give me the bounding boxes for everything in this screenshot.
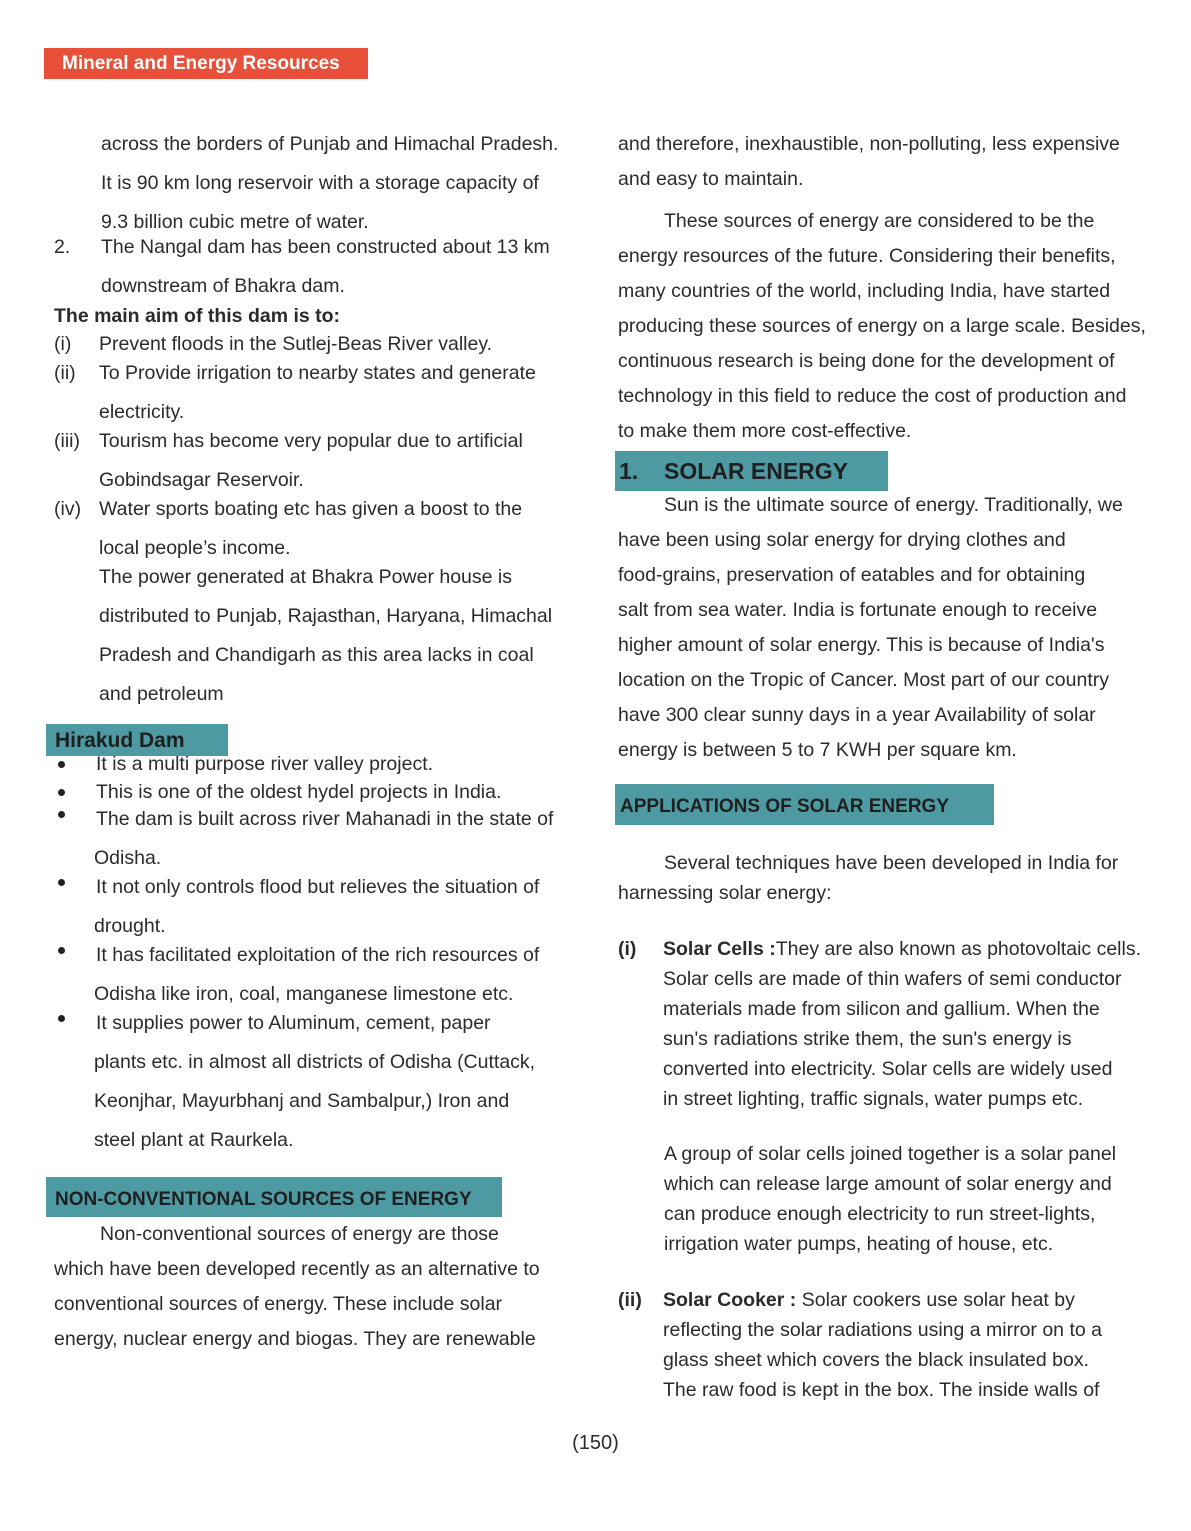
list-item bbox=[54, 800, 585, 878]
text-line: which can release large amount of solar energy and bbox=[664, 1173, 1112, 1195]
text-line: The Nangal dam has been constructed about 13 km bbox=[101, 236, 550, 258]
text-line: salt from sea water. India is fortunate enough to receive bbox=[618, 599, 1098, 621]
text-line: Sun is the ultimate source of energy. Traditionally, we bbox=[664, 494, 1123, 516]
text-line: across the borders of Punjab and Himachal Pradesh. bbox=[101, 133, 559, 155]
item-title: Solar Cooker : bbox=[663, 1289, 797, 1311]
chapter-tag: Mineral and Energy Resources bbox=[44, 48, 368, 79]
numbered-item-2 bbox=[54, 228, 585, 306]
text-line: This is one of the oldest hydel projects in India. bbox=[96, 781, 502, 803]
text-line: The dam is built across river Mahanadi in the state of bbox=[96, 808, 554, 830]
text-line bbox=[663, 1285, 1162, 1315]
text-line: steel plant at Raurkela. bbox=[94, 1129, 294, 1151]
text-line: which have been developed recently as an alternative to bbox=[54, 1258, 540, 1280]
text-line: plants etc. in almost all districts of Odisha (Cuttack, bbox=[94, 1051, 536, 1073]
text-line: Odisha. bbox=[94, 847, 162, 869]
list-item bbox=[54, 422, 585, 500]
text-line: local people’s income. bbox=[99, 537, 291, 559]
text-line: producing these sources of energy on a large scale. Besides, bbox=[618, 315, 1146, 337]
text-line: materials made from silicon and gallium. When the bbox=[663, 998, 1100, 1020]
item-number: (iv) bbox=[54, 498, 82, 520]
text-line: Pradesh and Chandigarh as this area lacks in coal bbox=[99, 644, 534, 666]
bullet-icon bbox=[54, 1004, 96, 1160]
non-conventional-heading: NON-CONVENTIONAL SOURCES OF ENERGY bbox=[46, 1177, 502, 1217]
text-line: conventional sources of energy. These include solar bbox=[54, 1293, 503, 1315]
text-line: A group of solar cells joined together is a solar panel bbox=[664, 1143, 1117, 1165]
text-line: glass sheet which covers the black insulated box. bbox=[663, 1349, 1089, 1371]
heading-number: 1. bbox=[619, 458, 639, 484]
text-line: sun's radiations strike them, the sun's energy is bbox=[663, 1028, 1072, 1050]
item-number: (i) bbox=[54, 333, 72, 355]
page-number: (150) bbox=[572, 1432, 619, 1454]
aims-list bbox=[54, 325, 585, 568]
text-line: in street lighting, traffic signals, water pumps etc. bbox=[663, 1088, 1084, 1110]
text-line: Non-conventional sources of energy are those bbox=[100, 1223, 499, 1245]
techniques-paragraph bbox=[618, 848, 1162, 908]
text-line: have 300 clear sunny days in a year Availability of solar bbox=[618, 704, 1096, 726]
power-paragraph bbox=[54, 558, 585, 714]
item-number: (ii) bbox=[54, 362, 76, 384]
text-line: The raw food is kept in the box. The inside walls of bbox=[663, 1379, 1100, 1401]
applications-heading: APPLICATIONS OF SOLAR ENERGY bbox=[615, 784, 994, 825]
text-line: continuous research is being done for the development of bbox=[618, 350, 1115, 372]
text-line: energy resources of the future. Considering their benefits, bbox=[618, 245, 1116, 267]
text-line: These sources of energy are considered to be the bbox=[664, 210, 1095, 232]
text-line: It is 90 km long reservoir with a storage capacity of bbox=[101, 172, 539, 194]
heading-text: SOLAR ENERGY bbox=[664, 458, 849, 484]
text-line: Gobindsagar Reservoir. bbox=[99, 469, 304, 491]
text-line: It is a multi purpose river valley project. bbox=[96, 753, 434, 775]
list-item bbox=[54, 868, 585, 946]
text-line: harnessing solar energy: bbox=[618, 882, 832, 904]
future-paragraph bbox=[618, 204, 1162, 449]
text-line: can produce enough electricity to run street-lights, bbox=[664, 1203, 1096, 1225]
text-line: The power generated at Bhakra Power house is bbox=[99, 566, 512, 588]
list-item bbox=[54, 750, 585, 778]
bullet-icon bbox=[54, 800, 96, 878]
bullet-icon bbox=[54, 868, 96, 946]
text-line: Solar cells are made of thin wafers of semi conductor bbox=[663, 968, 1122, 990]
text-line: many countries of the world, including India, have started bbox=[618, 280, 1111, 302]
item1-continuation bbox=[54, 125, 585, 242]
text-line: Keonjhar, Mayurbhanj and Sambalpur,) Iron and bbox=[94, 1090, 510, 1112]
text-line: and easy to maintain. bbox=[618, 168, 804, 190]
item-number: (ii) bbox=[618, 1289, 642, 1311]
text-line: higher amount of solar energy. This is because of India's bbox=[618, 634, 1105, 656]
text-line: location on the Tropic of Cancer. Most part of our country bbox=[618, 669, 1110, 691]
text-line bbox=[663, 934, 1162, 964]
text-line: energy is between 5 to 7 KWH per square km. bbox=[618, 739, 1017, 761]
text-line: energy, nuclear energy and biogas. They are renewable bbox=[54, 1328, 536, 1350]
aim-heading: The main aim of this dam is to: bbox=[54, 305, 341, 327]
text-line: It has facilitated exploitation of the rich resources of bbox=[96, 944, 540, 966]
item-text: They are also known as photovoltaic cells. bbox=[775, 938, 1141, 960]
text-line: 9.3 billion cubic metre of water. bbox=[101, 211, 369, 233]
text-line: and petroleum bbox=[99, 683, 224, 705]
solar-cooker-item bbox=[618, 1285, 1162, 1405]
text-line: technology in this field to reduce the cost of production and bbox=[618, 385, 1127, 407]
text-line: distributed to Punjab, Rajasthan, Haryana, Himachal bbox=[99, 605, 553, 627]
sun-paragraph bbox=[618, 488, 1162, 768]
text-line: converted into electricity. Solar cells are widely used bbox=[663, 1058, 1113, 1080]
item-number: (i) bbox=[618, 938, 637, 960]
item-text: Solar cookers use solar heat by bbox=[801, 1289, 1075, 1311]
text-line: Several techniques have been developed in India for bbox=[664, 852, 1119, 874]
item-number: (iii) bbox=[54, 430, 80, 452]
list-item bbox=[54, 490, 585, 568]
list-item bbox=[54, 354, 585, 432]
text-line: reflecting the solar radiations using a mirror on to a bbox=[663, 1319, 1102, 1341]
right-continuation bbox=[618, 127, 1162, 197]
bullet-icon bbox=[54, 750, 96, 778]
left-column bbox=[54, 128, 585, 1357]
solar-energy-heading bbox=[615, 451, 888, 491]
text-line: Odisha like iron, coal, manganese limestone etc. bbox=[94, 983, 514, 1005]
text-line: To Provide irrigation to nearby states and generate bbox=[99, 362, 536, 384]
item-title: Solar Cells : bbox=[663, 938, 776, 960]
text-line: Water sports boating etc has given a boost to the bbox=[99, 498, 523, 520]
text-line: food-grains, preservation of eatables and for obtaining bbox=[618, 564, 1086, 586]
right-column bbox=[618, 128, 1162, 1405]
text-line: Tourism has become very popular due to artificial bbox=[99, 430, 523, 452]
item-number: 2. bbox=[54, 236, 71, 258]
text-line: electricity. bbox=[99, 401, 185, 423]
text-line: Prevent floods in the Sutlej-Beas River valley. bbox=[99, 333, 493, 355]
list-item bbox=[54, 936, 585, 1014]
solar-cells-item bbox=[618, 934, 1162, 1114]
text-line: irrigation water pumps, heating of house, etc. bbox=[664, 1233, 1054, 1255]
text-line: to make them more cost-effective. bbox=[618, 420, 912, 442]
bullet-icon bbox=[54, 936, 96, 1014]
hirakud-bullets bbox=[54, 750, 585, 1160]
solar-panel-paragraph bbox=[618, 1139, 1162, 1259]
text-line: and therefore, inexhaustible, non-polluting, less expensive bbox=[618, 133, 1120, 155]
text-line: It supplies power to Aluminum, cement, paper bbox=[96, 1012, 491, 1034]
text-line: downstream of Bhakra dam. bbox=[101, 275, 345, 297]
text-line: have been using solar energy for drying clothes and bbox=[618, 529, 1066, 551]
text-line: It not only controls flood but relieves the situation of bbox=[96, 876, 540, 898]
text-line: drought. bbox=[94, 915, 166, 937]
non-conventional-paragraph bbox=[54, 1217, 585, 1357]
list-item bbox=[54, 1004, 585, 1160]
hirakud-heading: Hirakud Dam bbox=[46, 724, 228, 756]
